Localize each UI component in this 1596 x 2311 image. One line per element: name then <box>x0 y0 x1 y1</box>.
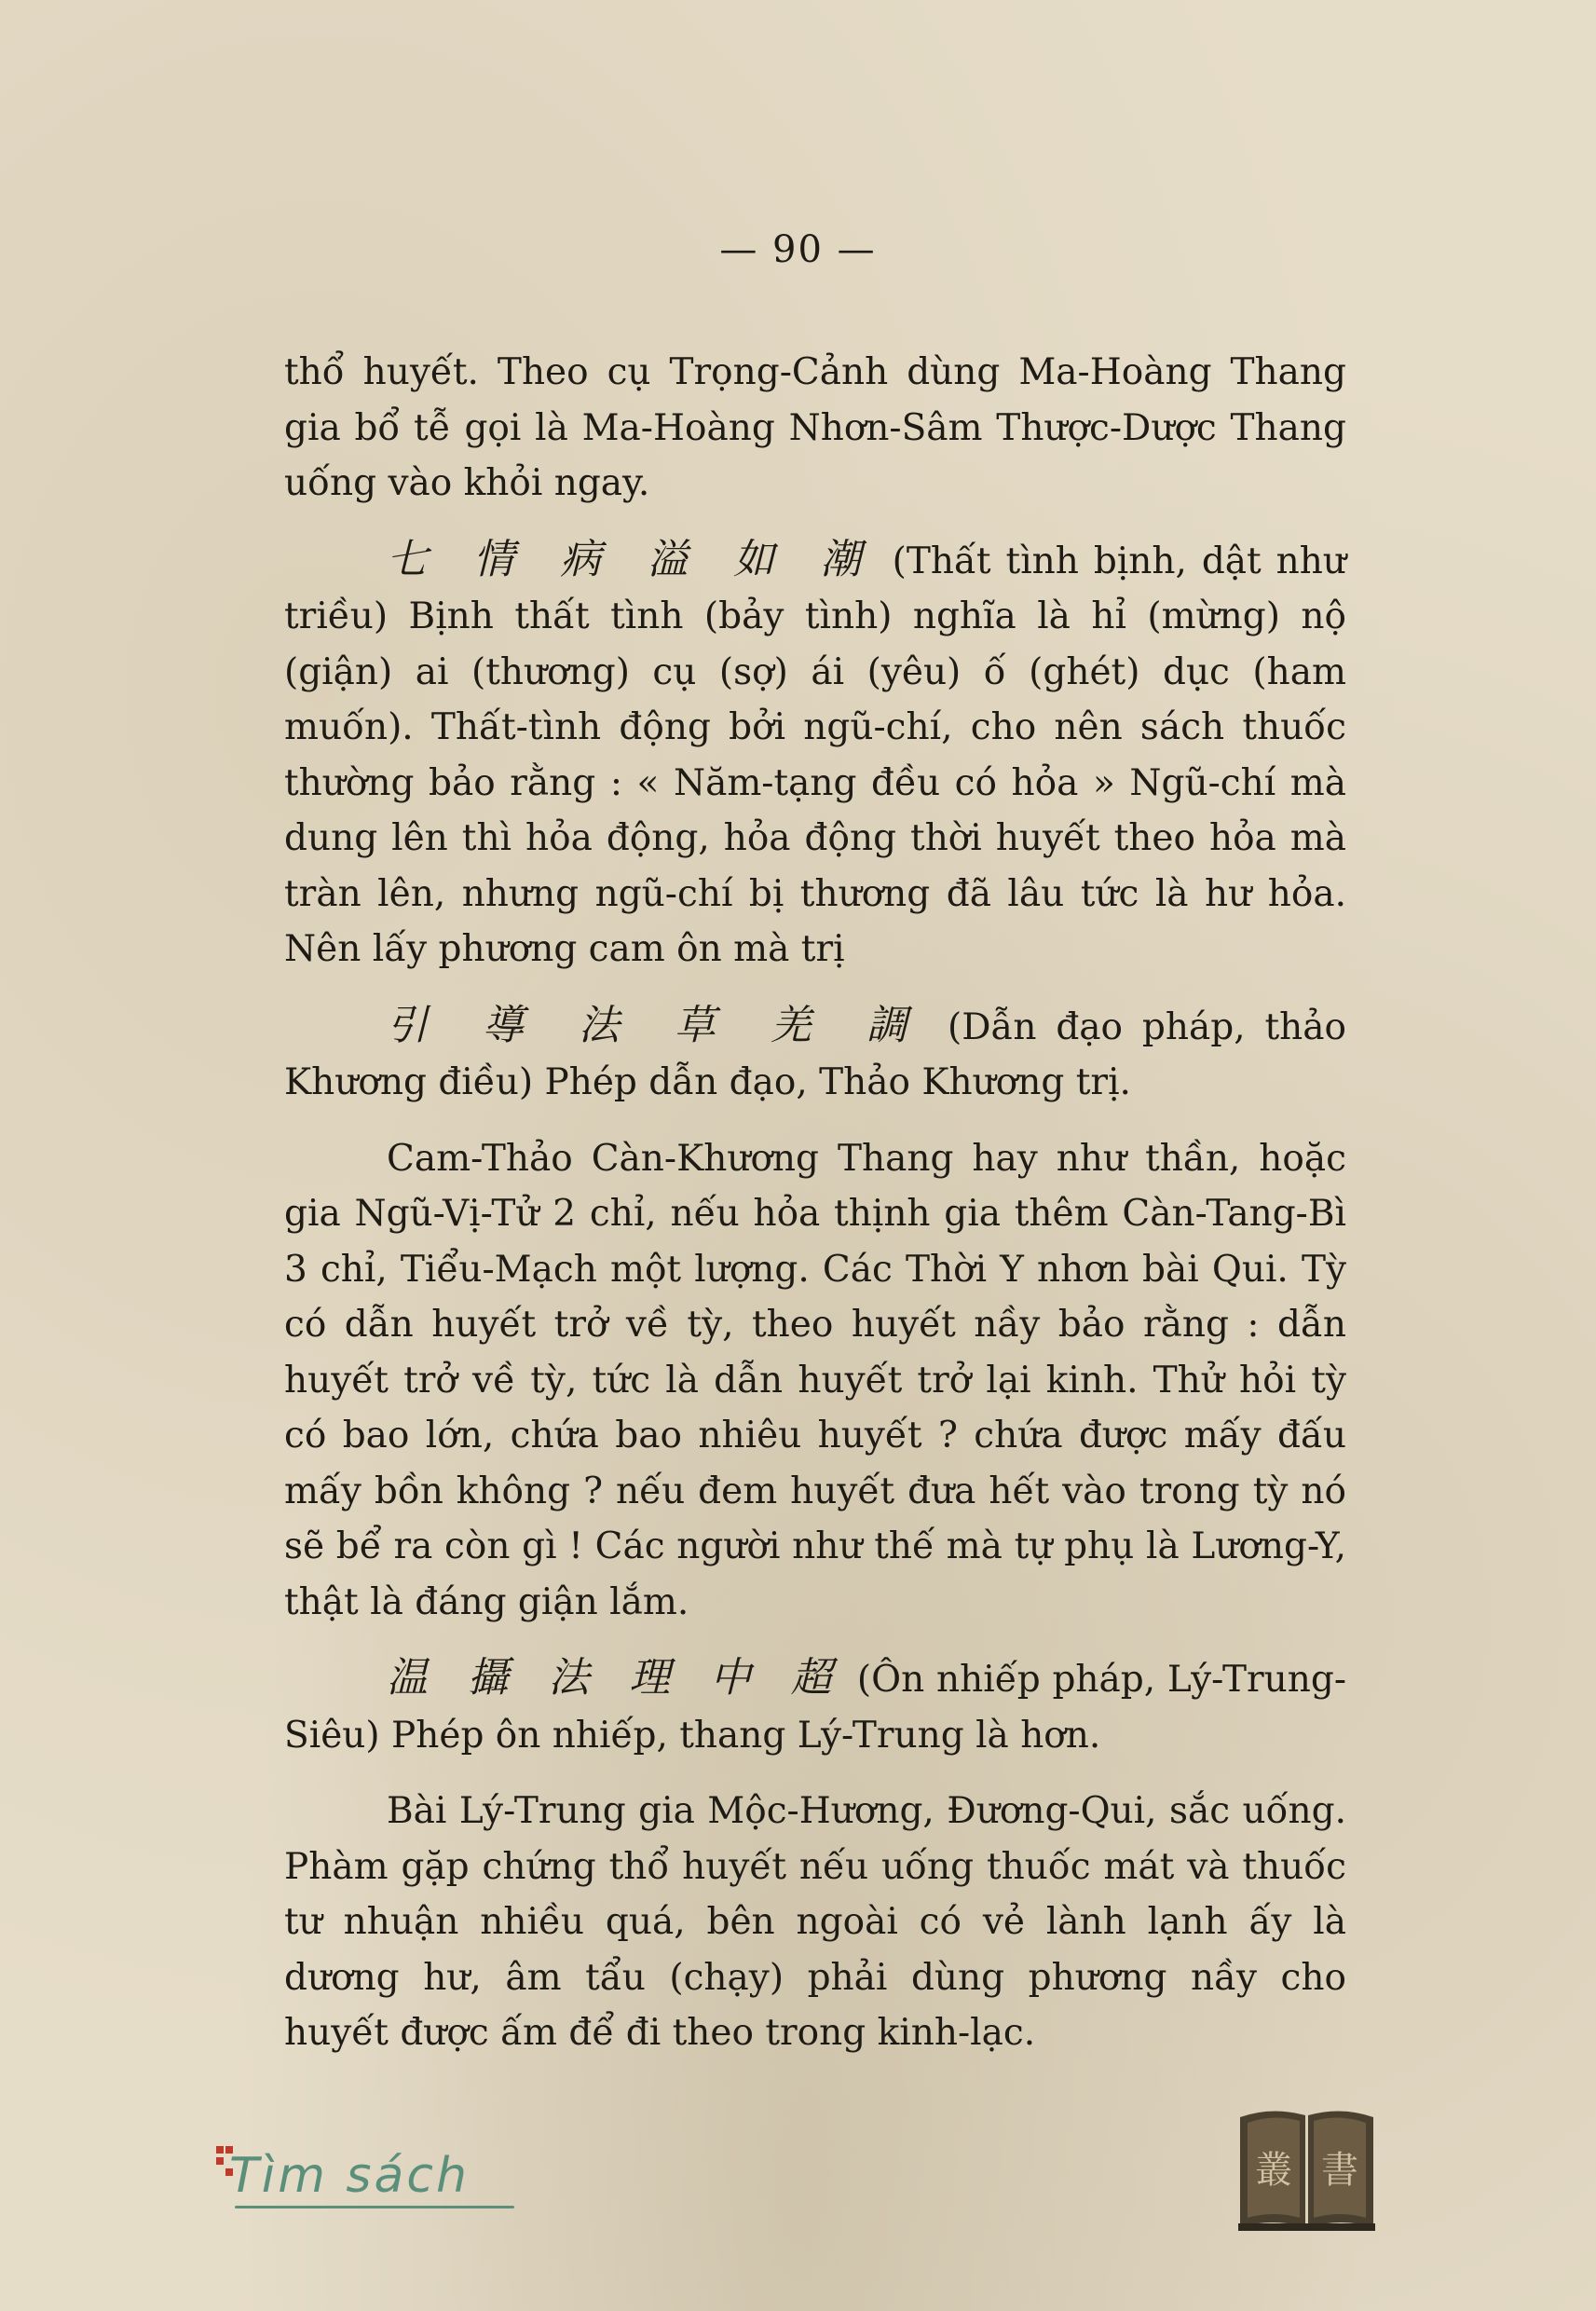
paragraph-2 <box>284 532 1346 978</box>
open-book-icon <box>1235 2104 1379 2233</box>
logo-underline <box>235 2206 514 2208</box>
timsach-logo <box>216 2139 514 2213</box>
paragraph-3 <box>284 998 1346 1111</box>
paragraph-4 <box>284 1131 1346 1631</box>
paragraph-text: (Ôn nhiếp pháp, Lý-Trung-Siêu) Phép ôn nhiếp, thang Lý-Trung là hơn. <box>284 1659 1346 1757</box>
page-body <box>284 345 1346 2061</box>
han-heading: 七 情 病 溢 如 潮 <box>387 535 878 583</box>
han-heading: 引 導 法 草 羌 調 <box>387 1001 929 1049</box>
paragraph-1 <box>284 345 1346 512</box>
logo-char-left: 叢 <box>1255 2149 1292 2192</box>
logo-char-right: 書 <box>1321 2149 1358 2192</box>
paragraph-text: thổ huyết. Theo cụ Trọng-Cảnh dùng Ma-Hoàng Thang gia bổ tễ gọi là Ma-Hoàng Nhơn-Sâm Thược-Dược Thang uống vào khỏi ngay. <box>284 351 1346 504</box>
paragraph-text: Cam-Thảo Càn-Khương Thang hay như thần, hoặc gia Ngũ-Vị-Tử 2 chỉ, nếu hỏa thịnh gia thêm Càn-Tang-Bì 3 chỉ, Tiểu-Mạch một lượng. Các Thời Y nhơn bài Qui. Tỳ có dẫn huyết trở về tỳ, theo huyết nầy bảo rằng : dẫn huyết trở về tỳ, tức là dẫn huyết trở lại kinh. Thử hỏi tỳ có bao lớn, chứa bao nhiêu huyết ? chứa được mấy đấu mấy bồn không ? nếu đem huyết đưa hết vào trong tỳ nó sẽ bể ra còn gì ! Các người như thế mà tự phụ là Lương-Y, thật là đáng giận lắm. <box>284 1137 1346 1623</box>
paragraph-text: (Thất tình bịnh, dật như triều) Bịnh thất tình (bảy tình) nghĩa là hỉ (mừng) nộ (giận) ai (thương) cụ (sợ) ái (yêu) ố (ghét) dục (ham muốn). Thất-tình động bởi ngũ-chí, cho nên sách thuốc thường bảo rằng : « Năm-tạng đều có hỏa » Ngũ-chí mà dung lên thì hỏa động, hỏa động thời huyết theo hỏa mà tràn lên, nhưng ngũ-chí bị thương đã lâu tức là hư hỏa. Nên lấy phương cam ôn mà trị <box>284 540 1346 970</box>
page-number: — 90 — <box>719 228 877 271</box>
han-heading: 温 攝 法 理 中 超 <box>387 1654 846 1702</box>
paragraph-text: Bài Lý-Trung gia Mộc-Hương, Đương-Qui, sắc uống. Phàm gặp chứng thổ huyết nếu uống thuốc mát và thuốc tư nhuận nhiều quá, bên ngoài có vẻ lành lạnh ấy là dương hư, âm tẩu (chạy) phải dùng phương nầy cho huyết được ấm để đi theo trong kinh-lạc. <box>284 1790 1346 2054</box>
paragraph-text: (Dẫn đạo pháp, thảo Khương điều) Phép dẫn đạo, Thảo Khương trị. <box>284 1005 1346 1103</box>
paragraph-6 <box>284 1784 1346 2061</box>
logo-text: Tìm sách <box>229 2148 470 2204</box>
paragraph-5 <box>284 1650 1346 1763</box>
